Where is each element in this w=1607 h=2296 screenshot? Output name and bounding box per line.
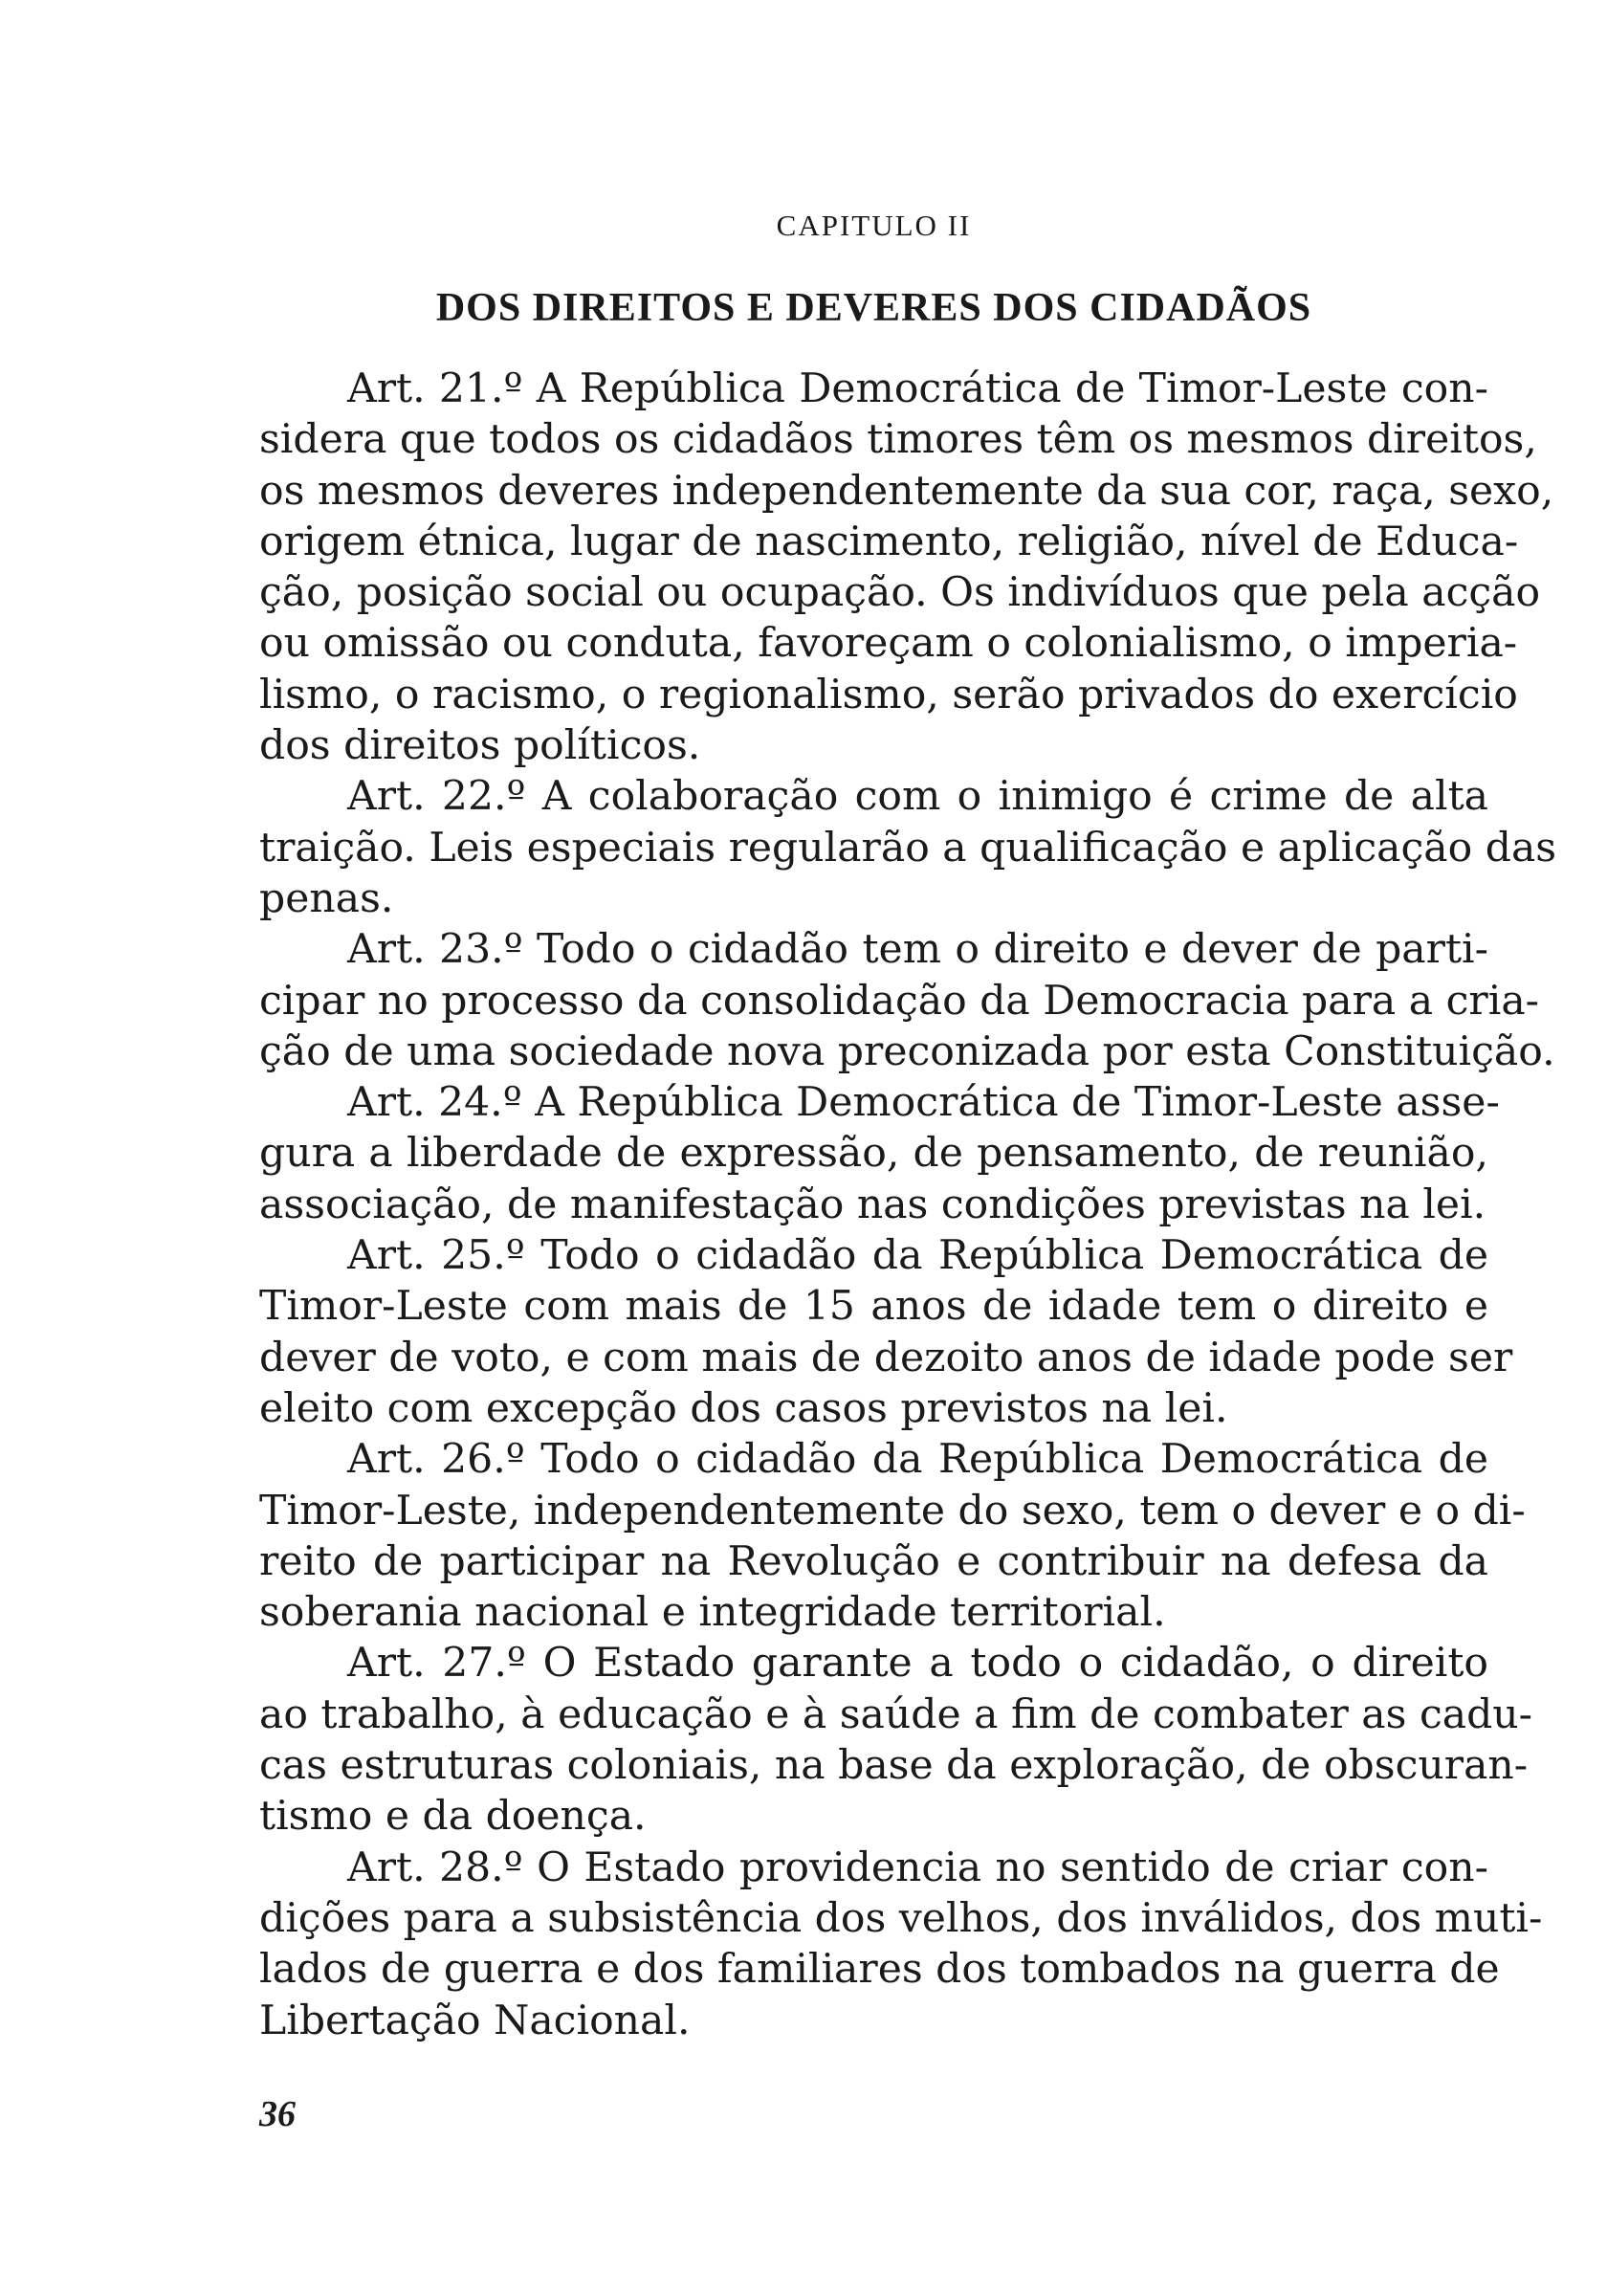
text-line: Art. 25.º Todo o cidadão da República Democrática de	[347, 1232, 1488, 1280]
text-line: penas.	[259, 874, 394, 922]
text-line: lismo, o racismo, o regionalismo, serão privados do exercício	[259, 671, 1518, 718]
text-line: Art. 24.º A República Democrática de Timor-Leste asse-	[347, 1079, 1500, 1127]
text-line: reito de participar na Revolução e contribuir na defesa da	[259, 1537, 1488, 1585]
text-line: associação, de manifestação nas condições previstas na lei.	[259, 1181, 1486, 1228]
text-line: dições para a subsistência dos velhos, dos inválidos, dos muti-	[259, 1894, 1543, 1942]
text-line: cipar no processo da consolidação da Democracia para a cria-	[259, 977, 1540, 1025]
text-line: Art. 22.º A colaboração com o inimigo é crime de alta	[347, 773, 1488, 821]
book-page	[259, 0, 1557, 2296]
constitution-text	[259, 364, 1557, 2046]
text-line: tismo e da doença.	[259, 1793, 647, 1841]
text-line: ou omissão ou conduta, favoreçam o colonialismo, o imperia-	[259, 620, 1518, 668]
page-number: 36	[259, 2094, 296, 2134]
text-line: lados de guerra e dos familiares dos tombados na guerra de	[259, 1946, 1500, 1994]
text-line: Art. 23.º Todo o cidadão tem o direito e dever de parti-	[347, 926, 1488, 974]
text-line: Art. 27.º O Estado garante a todo o cidadão, o direito	[347, 1640, 1488, 1688]
text-line: sidera que todos os cidadãos timores têm os mesmos direitos,	[259, 416, 1537, 464]
text-line: origem étnica, lugar de nascimento, religião, nível de Educa-	[259, 518, 1519, 565]
text-line: Art. 21.º A República Democrática de Timor-Leste con-	[347, 365, 1488, 412]
chapter-title: DOS DIREITOS E DEVERES DOS CIDADÃOS	[435, 286, 1312, 330]
text-line: Art. 28.º O Estado providencia no sentido de criar con-	[347, 1843, 1488, 1891]
chapter-label: CAPITULO II	[776, 209, 972, 242]
text-line: cas estruturas coloniais, na base da exploração, de obscuran-	[259, 1742, 1529, 1790]
text-line: soberania nacional e integridade territorial.	[259, 1589, 1166, 1637]
text-line: Timor-Leste, independentemente do sexo, tem o dever e o di-	[259, 1487, 1526, 1534]
text-line: Art. 26.º Todo o cidadão da República Democrática de	[347, 1436, 1488, 1484]
text-line: Libertação Nacional.	[259, 1997, 691, 2044]
text-line: dever de voto, e com mais de dezoito anos de idade pode ser	[259, 1334, 1513, 1381]
text-line: os mesmos deveres independentemente da sua cor, raça, sexo,	[259, 467, 1554, 515]
text-line: gura a liberdade de expressão, de pensamento, de reunião,	[259, 1130, 1488, 1178]
text-line: ao trabalho, à educação e à saúde a fim de combater as cadu-	[259, 1690, 1533, 1738]
text-line: traição. Leis especiais regularão a qualificação e aplicação das	[259, 824, 1557, 872]
text-line: Timor-Leste com mais de 15 anos de idade tem o direito e	[259, 1283, 1488, 1331]
text-line: ção de uma sociedade nova preconizada por esta Constituição.	[259, 1027, 1555, 1075]
text-line: dos direitos políticos.	[259, 722, 701, 770]
text-line: ção, posição social ou ocupação. Os indivíduos que pela acção	[259, 569, 1541, 617]
text-line: eleito com excepção dos casos previstos na lei.	[259, 1384, 1228, 1432]
